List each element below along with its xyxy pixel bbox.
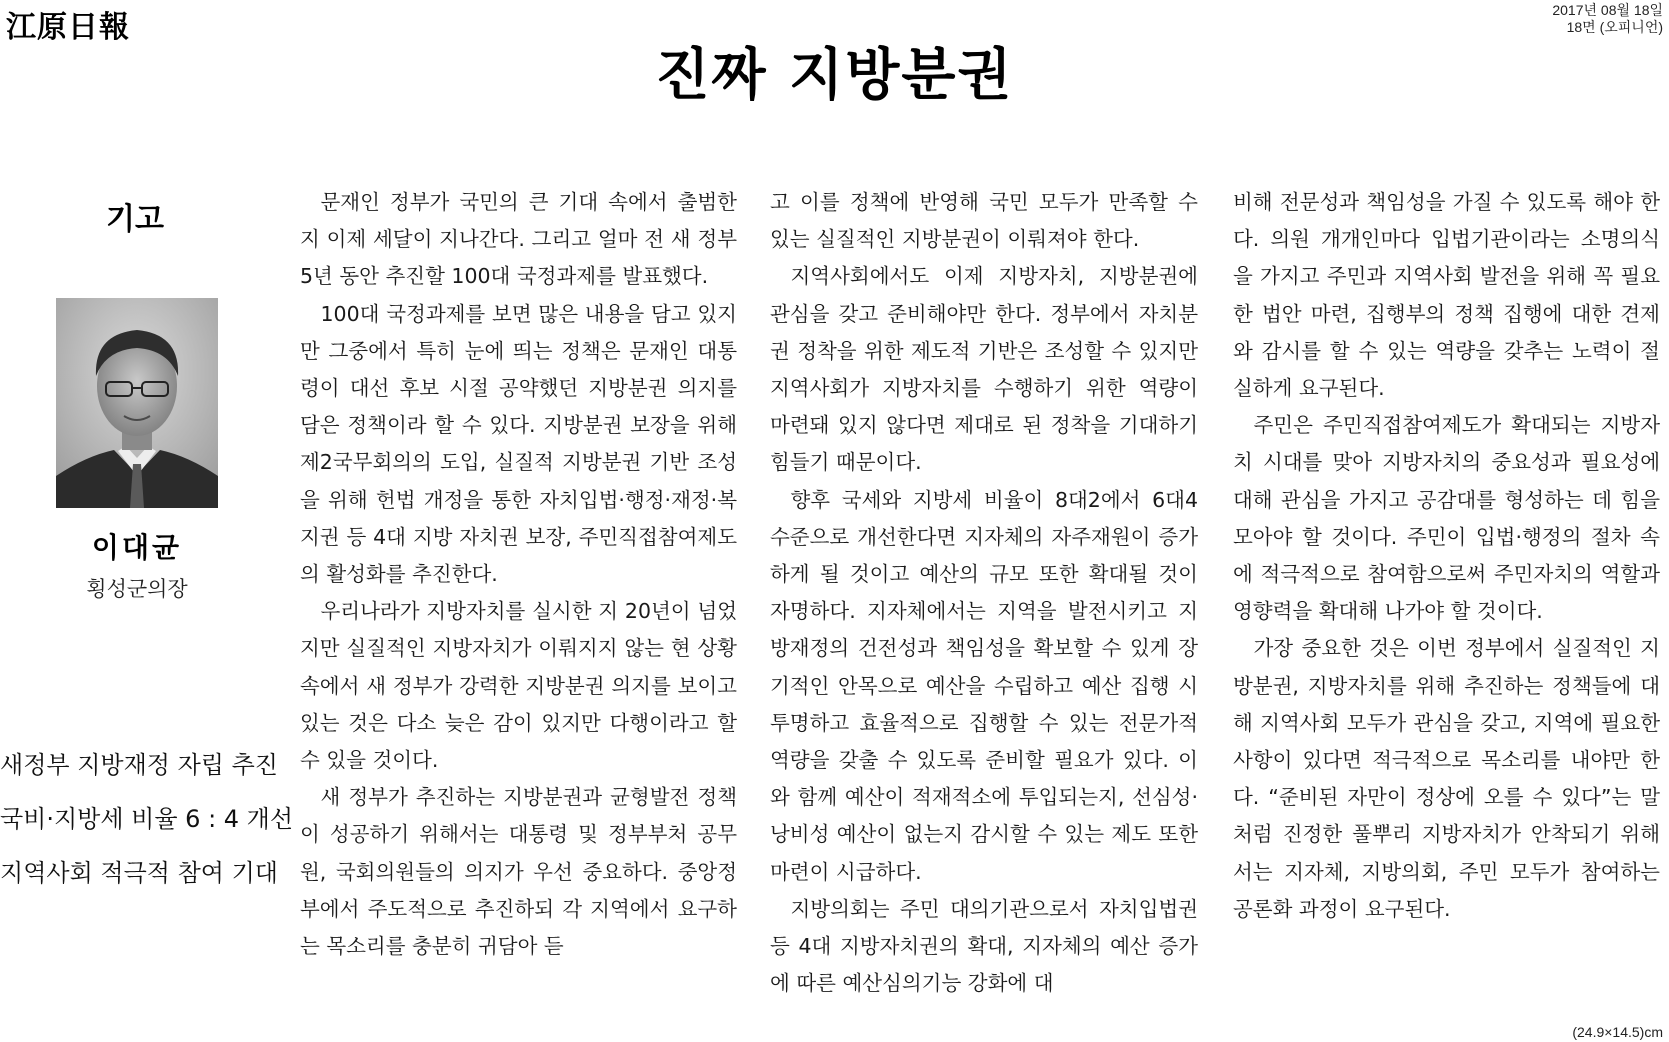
article-paragraph: 비해 전문성과 책임성을 가질 수 있도록 해야 한다. 의원 개개인마다 입법기관이라는 소명의식을 가지고 주민과 지역사회 발전을 위해 꼭 필요한 법안 마련, 집행부의 정책 집행에 대한 견제와 감시를 할 수 있는 역량을 갖추는 노력이 절실하게 요구된다. <box>1233 190 1660 401</box>
section-label: 기고 <box>106 202 164 237</box>
author-name: 이대균 <box>91 531 183 564</box>
article-paragraph: 주민은 주민직접참여제도가 확대되는 지방자치 시대를 맞아 지방자치의 중요성과 필요성에 대해 관심을 가지고 공감대를 형성하는 데 힘을 모아야 할 것이다. 주민이 입법·행정의 절차 속에 적극적으로 참여함으로써 주민자치의 역할과 영향력을 확대해 나가야 할 것이다. <box>1233 413 1660 624</box>
article-column-3 <box>1233 184 1660 1018</box>
subheading: 새정부 지방재정 자립 추진 <box>0 751 278 779</box>
subheading: 국비·지방세 비율 6 : 4 개선 <box>0 805 294 833</box>
clipping-size-note: (24.9×14.5)cm <box>1572 1024 1663 1040</box>
article-paragraph: 문재인 정부가 국민의 큰 기대 속에서 출범한 지 이제 세달이 지나간다. 그리고 얼마 전 새 정부 5년 동안 추진할 100대 국정과제를 발표했다. <box>300 190 737 289</box>
newspaper-logo: 江原日報 <box>6 10 130 45</box>
author-photo <box>56 298 218 508</box>
article-paragraph: 지방의회는 주민 대의기관으로서 자치입법권 등 4대 지방자치권의 확대, 지자체의 예산 증가에 따른 예산심의기능 강화에 대 <box>770 896 1198 996</box>
article-headline: 진짜 지방분권 <box>655 43 1014 108</box>
article-column-1 <box>300 184 737 1018</box>
article-paragraph: 100대 국정과제를 보면 많은 내용을 담고 있지만 그중에서 특히 눈에 띄는 정책은 문재인 대통령이 대선 후보 시절 공약했던 지방분권 의지를 담은 정책이라 할 수 있다. 지방분권 보장을 위해 제2국무회의의 도입, 실질적 지방분권 기반 조성을 위해 헌법 개정을 통한 자치입법·행정·재정·복지권 등 4대 지방 자치권 보장, 주민직접참여제도의 활성화를 추진한다. <box>300 301 737 587</box>
author-title: 횡성군의장 <box>86 577 188 601</box>
publication-date: 2017년 08월 18일 <box>1552 2 1663 18</box>
article-paragraph: 지역사회에서도 이제 지방자치, 지방분권에 관심을 갖고 준비해야만 한다. 정부에서 자치분권 정착을 위한 제도적 기반은 조성할 수 있지만 지역사회가 지방자치를 수행하기 위한 역량이 마련돼 있지 않다면 제대로 된 정착을 기대하기 힘들기 때문이다. <box>770 264 1198 475</box>
article-paragraph: 향후 국세와 지방세 비율이 8대2에서 6대4 수준으로 개선한다면 지자체의 자주재원이 증가하게 될 것이고 예산의 규모 또한 확대될 것이 자명하다. 지자체에서는 지역을 발전시키고 지방재정의 건전성과 책임성을 확보할 수 있게 장기적인 안목으로 예산을 수립하고 예산 집행 시 투명하고 효율적으로 집행할 수 있는 전문가적 역량을 갖출 수 있도록 준비할 필요가 있다. 이와 함께 예산이 적재적소에 투입되는지, 선심성·낭비성 예산이 없는지 감시할 수 있는 제도 또한 마련이 시급하다. <box>770 487 1198 884</box>
subheadings <box>0 738 294 900</box>
article-column-2 <box>770 184 1198 1018</box>
dateline <box>1552 2 1663 36</box>
article-paragraph: 새 정부가 추진하는 지방분권과 균형발전 정책이 성공하기 위해서는 대통령 및 정부부처 공무원, 국회의원들의 의지가 우선 중요하다. 중앙정부에서 주도적으로 추진하되 각 지역에서 요구하는 목소리를 충분히 귀담아 듣 <box>300 785 737 959</box>
article-paragraph: 가장 중요한 것은 이번 정부에서 실질적인 지방분권, 지방자치를 위해 추진하는 정책들에 대해 지역사회 모두가 관심을 갖고, 지역에 필요한 사항이 있다면 적극적으로 목소리를 내야만 한다. “준비된 자만이 정상에 오를 수 있다”는 말처럼 진정한 풀뿌리 지방자치가 안착되기 위해서는 지자체, 지방의회, 주민 모두가 참여하는 공론화 과정이 요구된다. <box>1233 636 1660 921</box>
article-paragraph: 고 이를 정책에 반영해 국민 모두가 만족할 수 있는 실질적인 지방분권이 이뤄져야 한다. <box>770 190 1198 252</box>
page-section: 18면 (오피니언) <box>1566 19 1663 35</box>
article-paragraph: 우리나라가 지방자치를 실시한 지 20년이 넘었지만 실질적인 지방자치가 이뤄지지 않는 현 상황 속에서 새 정부가 강력한 지방분권 의지를 보이고 있는 것은 다소 늦은 감이 있지만 다행이라고 할 수 있을 것이다. <box>300 599 737 773</box>
subheading: 지역사회 적극적 참여 기대 <box>0 859 278 887</box>
